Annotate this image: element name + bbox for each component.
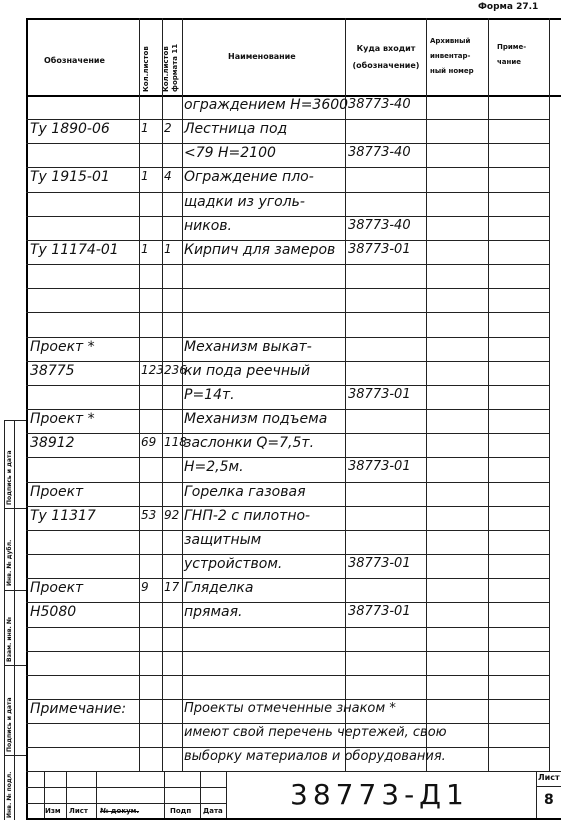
title-col-date: Дата bbox=[203, 807, 223, 815]
name-cell: Горелка газовая bbox=[184, 484, 306, 500]
row-divider bbox=[26, 578, 549, 579]
row-divider bbox=[26, 312, 549, 313]
row-divider bbox=[26, 143, 549, 144]
sheet-count-cell: 9 bbox=[141, 580, 149, 594]
header-note: Приме- чание bbox=[497, 43, 527, 66]
row-divider bbox=[26, 409, 549, 410]
side-label-vzam-inv: Взам. инв. № bbox=[6, 616, 13, 662]
side-label-inv-orig: Инв. № подл. bbox=[6, 771, 13, 818]
row-divider bbox=[26, 457, 549, 458]
row-divider bbox=[26, 723, 549, 724]
sheet-count-cell: 1 bbox=[141, 242, 149, 256]
where-used-cell: 38773-01 bbox=[348, 459, 411, 474]
name-cell: Лестница под bbox=[184, 121, 288, 137]
row-divider bbox=[26, 216, 549, 217]
format11-cell: 92 bbox=[164, 508, 180, 522]
designation-cell: H5080 bbox=[30, 604, 77, 620]
title-col-doc: № докум. bbox=[100, 807, 140, 815]
designation-cell: 38775 bbox=[30, 363, 75, 379]
name-cell: Кирпич для замеров bbox=[184, 242, 336, 258]
row-divider bbox=[26, 385, 549, 386]
name-cell: прямая. bbox=[184, 604, 243, 620]
header-name: Наименование bbox=[228, 52, 296, 61]
sheet-count-cell: 53 bbox=[141, 508, 157, 522]
designation-cell: Ту 11317 bbox=[30, 508, 96, 524]
name-cell: щадки из уголь- bbox=[184, 194, 305, 210]
name-cell: Механизм подъема bbox=[184, 411, 328, 427]
name-cell: ников. bbox=[184, 218, 232, 234]
header-where: Куда входит (обозначение) bbox=[352, 44, 420, 70]
designation-cell: Проект * bbox=[30, 411, 95, 427]
row-divider bbox=[26, 506, 549, 507]
document-code: 38773-Д1 bbox=[290, 778, 469, 811]
name-cell: выборку материалов и оборудования. bbox=[184, 749, 446, 764]
row-divider bbox=[26, 651, 549, 652]
where-used-cell: 38773-40 bbox=[348, 145, 411, 160]
header-archive: Архивный инвентар- ный номер bbox=[430, 37, 474, 75]
where-used-cell: 38773-01 bbox=[348, 556, 411, 571]
name-cell: Механизм выкат- bbox=[184, 339, 312, 355]
row-divider bbox=[26, 747, 549, 748]
name-cell: ки пода реечный bbox=[184, 363, 311, 379]
sheet-number: 8 bbox=[544, 792, 554, 808]
designation-cell: Проект bbox=[30, 484, 84, 500]
name-cell: P=14т. bbox=[184, 387, 235, 403]
row-divider bbox=[26, 530, 549, 531]
designation-cell: 38912 bbox=[30, 435, 75, 451]
designation-cell: Ту 1890-06 bbox=[30, 121, 110, 137]
row-divider bbox=[26, 627, 549, 628]
sheet-count-cell: 1 bbox=[141, 121, 149, 135]
row-divider bbox=[26, 699, 549, 700]
format11-cell: 2 bbox=[164, 121, 172, 135]
name-cell: Ограждение пло- bbox=[184, 169, 314, 185]
title-col-sign: Подп bbox=[170, 807, 192, 815]
sheet-count-cell: 123 bbox=[141, 363, 164, 377]
row-divider bbox=[26, 119, 549, 120]
header-designation: Обозначение bbox=[44, 56, 105, 65]
where-used-cell: 38773-01 bbox=[348, 387, 411, 402]
row-divider bbox=[26, 602, 549, 603]
format11-cell: 17 bbox=[164, 580, 180, 594]
row-divider bbox=[26, 264, 549, 265]
sheet-label: Лист bbox=[538, 773, 560, 782]
sheet-count-cell: 1 bbox=[141, 169, 149, 183]
where-used-cell: 38773-40 bbox=[348, 218, 411, 233]
format11-cell: 4 bbox=[164, 169, 172, 183]
title-col-izm: Изм bbox=[45, 807, 61, 815]
name-cell: ГНП-2 с пилотно- bbox=[184, 508, 311, 524]
name-cell: H=2,5м. bbox=[184, 459, 244, 475]
form-label: Форма 27.1 bbox=[478, 2, 539, 12]
row-divider bbox=[26, 337, 549, 338]
name-cell: Гляделка bbox=[184, 580, 254, 596]
where-used-cell: 38773-01 bbox=[348, 242, 411, 257]
header-format11: Кол.листов формата 11 bbox=[162, 43, 179, 92]
designation-cell: Проект * bbox=[30, 339, 95, 355]
name-cell: устройством. bbox=[184, 556, 283, 572]
where-used-cell: 38773-40 bbox=[348, 97, 411, 112]
name-cell: заслонки Q=7,5т. bbox=[184, 435, 315, 451]
row-divider bbox=[26, 288, 549, 289]
name-cell: <79 H=2100 bbox=[184, 145, 276, 161]
name-cell: имеют свой перечень чертежей, свою bbox=[184, 725, 447, 740]
where-used-cell: 38773-01 bbox=[348, 604, 411, 619]
row-divider bbox=[26, 771, 549, 772]
designation-cell: Ту 1915-01 bbox=[30, 169, 110, 185]
row-divider bbox=[26, 167, 549, 168]
name-cell: защитным bbox=[184, 532, 262, 548]
row-divider bbox=[26, 675, 549, 676]
row-divider bbox=[26, 433, 549, 434]
row-divider bbox=[26, 192, 549, 193]
side-label-sign-date-2: Подпись и дата bbox=[6, 697, 13, 752]
row-divider bbox=[26, 361, 549, 362]
designation-cell: Проект bbox=[30, 580, 84, 596]
name-cell: ограждением H=3600 bbox=[184, 97, 349, 113]
designation-cell: Примечание: bbox=[30, 701, 127, 717]
format11-cell: 1 bbox=[164, 242, 172, 256]
row-divider bbox=[26, 240, 549, 241]
row-divider bbox=[26, 554, 549, 555]
designation-cell: Ту 11174-01 bbox=[30, 242, 119, 258]
side-label-inv-dupl: Инв. № дубл. bbox=[6, 539, 13, 586]
row-divider bbox=[26, 482, 549, 483]
title-col-list: Лист bbox=[69, 807, 88, 815]
header-sheet-count: Кол.листов bbox=[142, 46, 150, 92]
side-label-sign-date-1: Подпись и дата bbox=[6, 450, 13, 505]
format11-cell: 236 bbox=[164, 363, 187, 377]
name-cell: Проекты отмеченные знаком * bbox=[184, 701, 396, 716]
sheet-count-cell: 69 bbox=[141, 435, 157, 449]
format11-cell: 118 bbox=[164, 435, 187, 449]
